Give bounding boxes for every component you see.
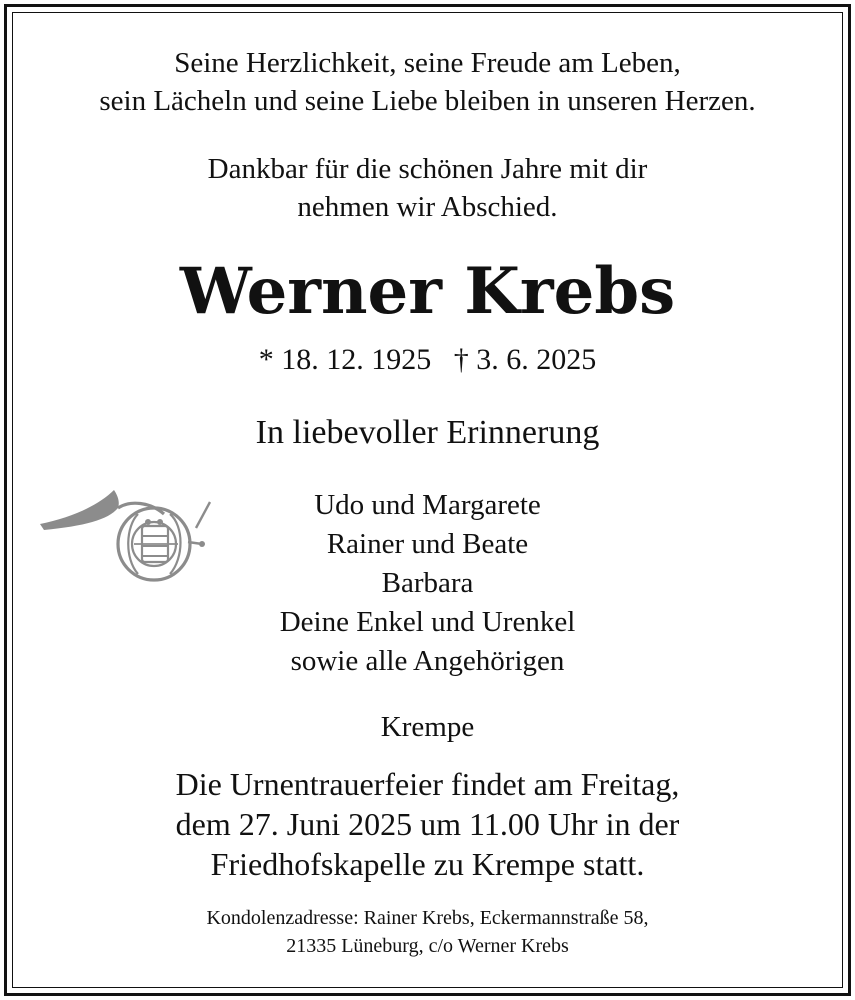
ceremony-line-1: Die Urnentrauerfeier findet am Freitag, — [175, 766, 680, 802]
mourner-5: sowie alle Angehörigen — [290, 645, 565, 677]
mourner-1: Udo und Margarete — [314, 489, 541, 521]
mourner-2: Rainer und Beate — [326, 528, 529, 560]
farewell-line-2: nehmen wir Abschied. — [297, 191, 558, 223]
place-name: Krempe — [380, 711, 475, 743]
ceremony-line-2: dem 27. Juni 2025 um 11.00 Uhr in der — [175, 806, 680, 842]
deceased-name: Werner Krebs — [179, 254, 676, 329]
ceremony-line-3: Friedhofskapelle zu Krempe statt. — [210, 846, 645, 882]
memory-heading: In liebevoller Erinnerung — [255, 414, 600, 451]
life-dates: * 18. 12. 1925 † 3. 6. 2025 — [258, 343, 597, 376]
mourner-4: Deine Enkel und Urenkel — [279, 606, 576, 638]
verse-line-2: sein Lächeln und seine Liebe bleiben in unseren Herzen. — [99, 85, 756, 117]
farewell-line-1: Dankbar für die schönen Jahre mit dir — [207, 153, 648, 185]
condolence-line-1: Kondolenzadresse: Rainer Krebs, Eckermannstraße 58, — [206, 907, 649, 929]
mourner-3: Barbara — [381, 567, 474, 599]
verse-line-1: Seine Herzlichkeit, seine Freude am Leben, — [174, 47, 681, 79]
condolence-line-2: 21335 Lüneburg, c/o Werner Krebs — [286, 935, 569, 957]
